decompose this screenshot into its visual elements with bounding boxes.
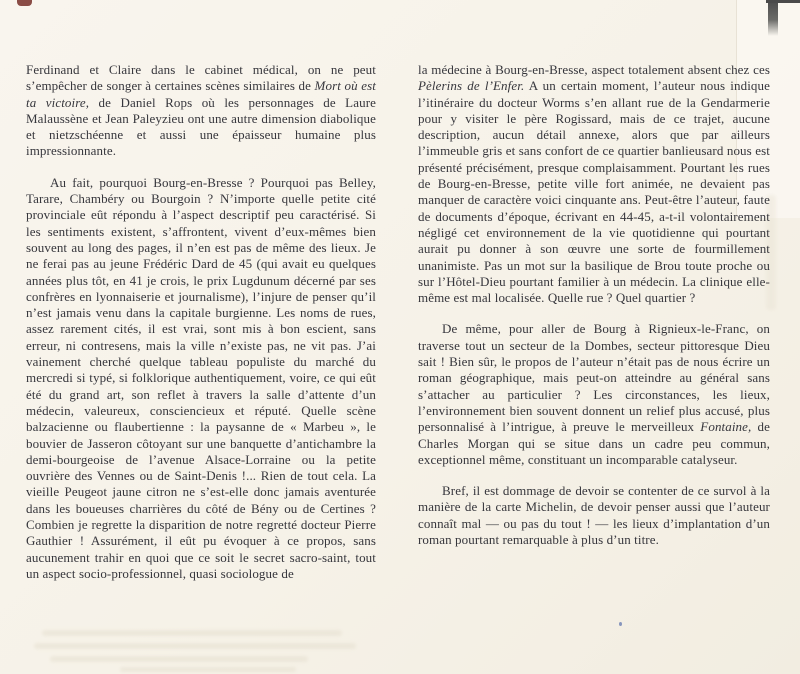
text-run: Au fait, pourquoi Bourg-en-Bresse ? Pourquoi pas Belley, Tarare, Chambéry ou Bourgoin ? N’importe quelle petite cité provinciale eût répondu à l’aspect descriptif peu caractérisé. Si les sentiments existent, s’affrontent, vivent d’eux-mêmes bien souvent au long des pages, il n’en est pas de même des lieux. Je ne ferai pas au jeune Frédéric Dard de 45 (qui avait eu quelques années plus tôt, en 41 je crois, le prix Lugdunum décerné par ses confrères en lyonnaiserie et journalisme), l’injure de penser qu’il n’est jamais venu dans la capitale burgienne. Les noms de rues, assez rarement cités, il est vrai, sont mis à bon escient, sans erreur, ni contresens, mais la ville n’existe pas, ne vit pas. J’ai vainement cherché quelque tableau populiste du marché du mercredi si typé, si folklorique authentiquement, voire, ce qui eût été du grand art, son reflet à travers la salle d’attente d’un médecin, valeureux, consciencieux et réputé. Quelle scène balzacienne ou flaubertienne : la paysanne de « Marbeu », le bouvier de Jasseron côtoyant sur une banquette d’antichambre la demi-bourgeoise de l’avenue Alsace-Lorraine ou la petite ouvrière des Vennes ou de Saint-Denis !... Rien de tout cela. La vieille Peugeot jaune citron ne s’est-elle donc jamais aventurée dans les boueuses charrières du côté de Bény ou de Certines ? Combien je regrette la disparition de notre regretté docteur Pierre Gauthier ! Assurément, il eût pu évoquer à ce propos, sans aucunement trahir en quoi que ce soit le secret sacro-saint, tout un aspect socio-professionnel, quasi sociologue de: [26, 174, 376, 581]
paragraph: [418, 321, 770, 468]
scan-mark-top-right: [768, 0, 778, 36]
scan-edge-line-top-right: [766, 0, 800, 3]
italic-text-run: Pèlerins de l’Enfer.: [418, 78, 525, 94]
text-run: A un certain moment, l’auteur nous indique l’itinéraire du docteur Worms s’en allant rue de la Gendarmerie pour y visiter le père Rogissard, mais de ce trajet, aucune description, aucun détail annexe, alors que par ailleurs l’immeuble gris et sans confort de ce quartier banlieusard nous est présenté précisément, presque complaisamment. Pourtant les rues de Bourg-en-Bresse, petite ville fort animée, ne devaient pas manquer de caractère voici cinquante ans. Peut-être l’auteur, faute de documents d’époque, écrivant en 44-45, a-t-il volontairement négligé cet environnement de la vie quotidienne qui pourtant aurait pu donner à son œuvre une sorte de fourmillement unanimiste. Pas un mot sur la basilique de Brou toute proche ou sur l’Hôtel-Dieu pourtant familier à un médecin. La clinique elle-même est mal localisée. Quelle rue ? Quel quartier ?: [418, 78, 770, 306]
italic-text-run: Mort où est ta victoire,: [26, 78, 376, 110]
text-run: De même, pour aller de Bourg à Rignieux-le-Franc, on traverse tout un secteur de la Dombes, secteur pittoresque Dieu sait ! Bien sûr, le propos de l’auteur n’était pas de nous écrire un roman géographique, mais peut-on atteindre au général sans s’attacher au particulier ? Les circonstances, les lieux, l’environnement bien souvent donnent un relief plus accusé, plus personnalisé à l’intrigue, à preuve le merveilleux: [418, 321, 770, 435]
text-run: de Charles Morgan qui se situe dans un cadre peu commun, exceptionnel même, constituant un incomparable catalyseur.: [418, 419, 770, 467]
bleed-through-ghost-line: [42, 630, 342, 636]
left-text-column: [26, 62, 376, 597]
italic-text-run: Fontaine,: [700, 419, 752, 435]
bleed-through-ghost-line: [120, 667, 296, 672]
bleed-through-ghost-line: [50, 656, 308, 662]
bleed-through-ghost-line: [34, 643, 356, 649]
ink-speck: [619, 622, 622, 626]
paragraph: [418, 483, 770, 548]
right-text-column: [418, 62, 770, 563]
text-run: Ferdinand et Claire dans le cabinet médical, on ne peut s’empêcher de songer à certaines scènes similaires de: [26, 62, 376, 94]
paragraph: [26, 175, 376, 582]
scan-mark-top-left: [17, 0, 32, 6]
paragraph: [26, 62, 376, 160]
text-run: Bref, il est dommage de devoir se contenter de ce survol à la manière de la carte Michelin, de devoir penser aussi que l’auteur connaît mal — ou pas du tout ! — les lieux d’implantation d’un roman pourtant remarquable à plus d’un titre.: [418, 483, 770, 548]
text-run: la médecine à Bourg-en-Bresse, aspect totalement absent chez ces: [418, 62, 770, 77]
paragraph: [418, 62, 770, 306]
text-run: de Daniel Rops où les personnages de Laure Malaussène et Jean Paleyzieu ont une autre dimension diabolique et nietzschéenne et aussi une épaisseur humaine plus impressionnante.: [26, 94, 376, 159]
